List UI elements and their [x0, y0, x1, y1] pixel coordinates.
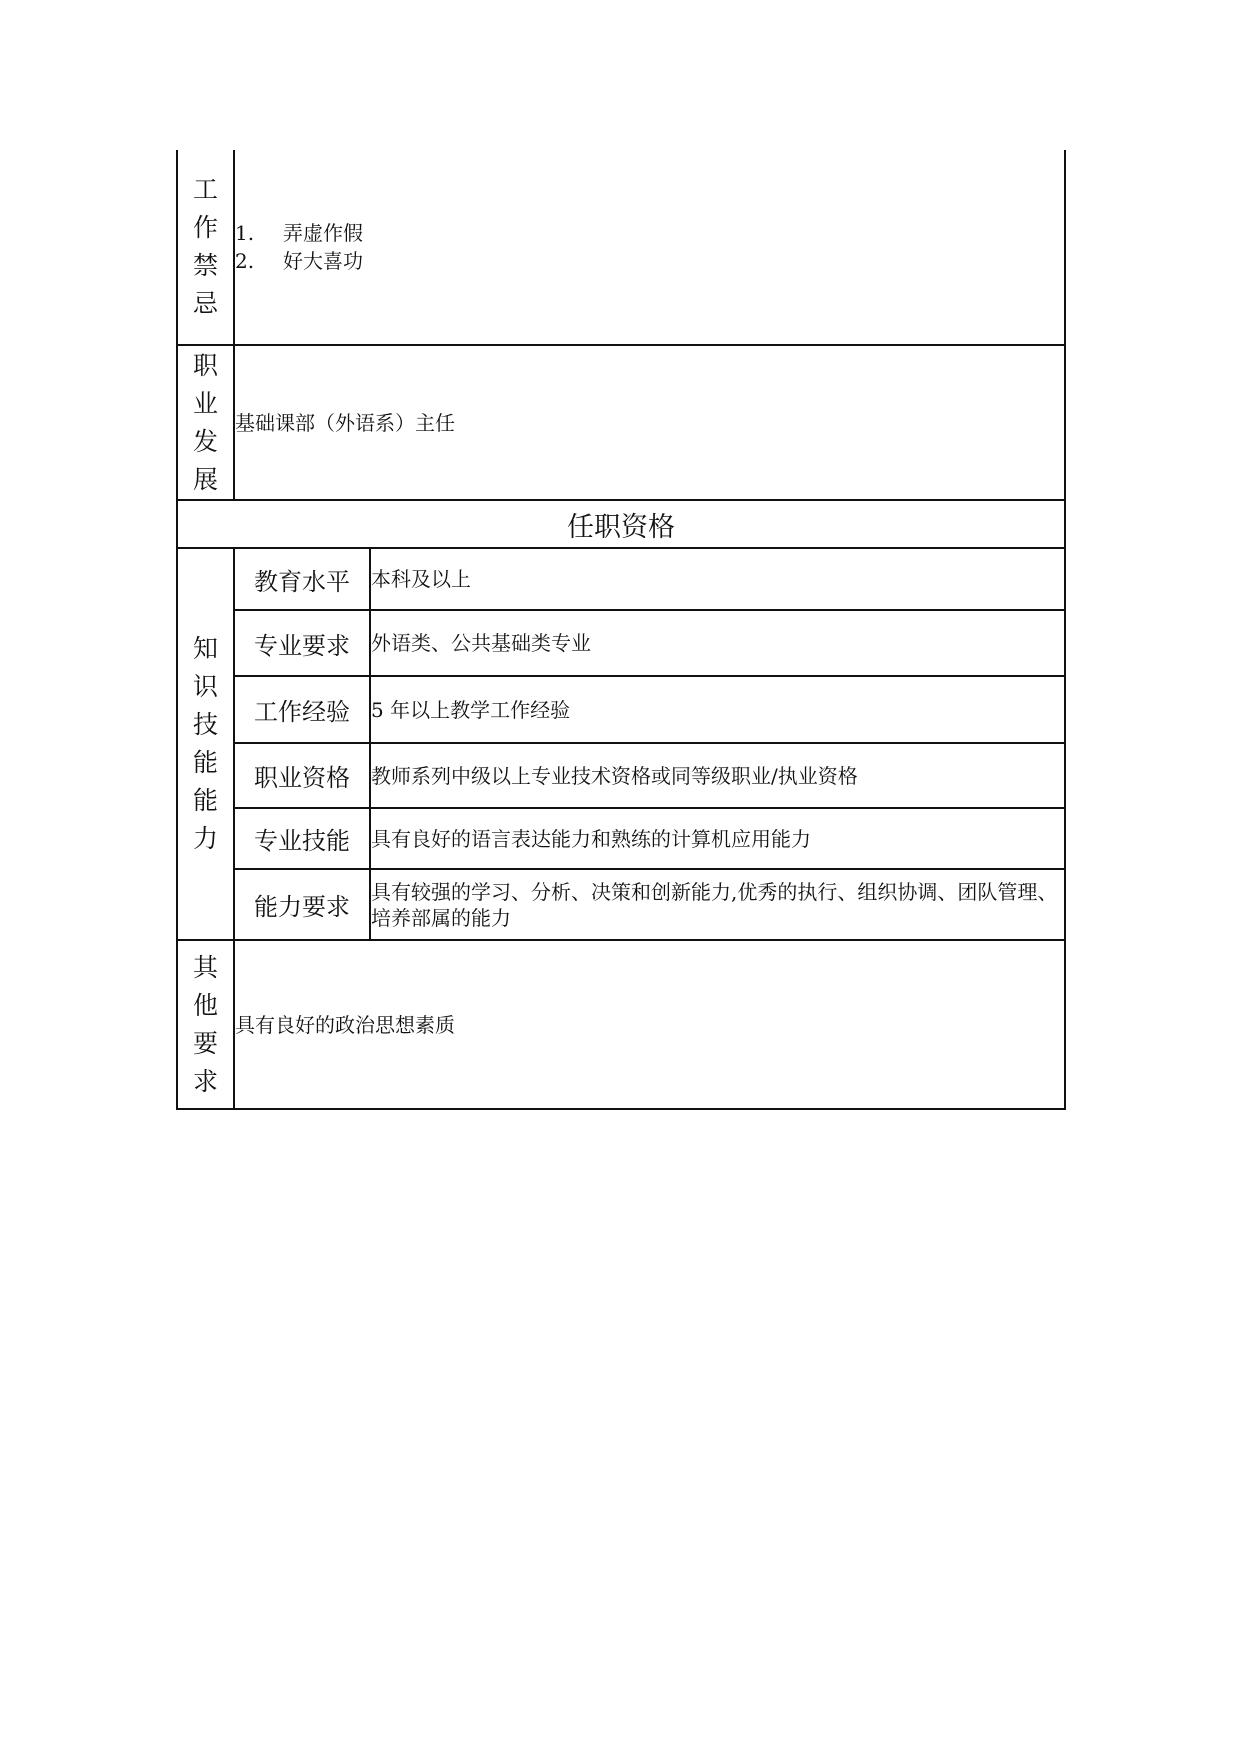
career-development-label — [177, 345, 234, 500]
professional-qualification-value: 教师系列中级以上专业技术资格或同等级职业/执业资格 — [370, 743, 1065, 808]
list-item — [235, 247, 1064, 275]
label-char: 识 — [192, 672, 218, 701]
label-char: 力 — [192, 824, 218, 853]
ability-requirement-label: 能力要求 — [234, 869, 370, 940]
label-char: 作 — [192, 213, 218, 242]
label-char: 能 — [192, 748, 218, 777]
label-char: 职 — [192, 350, 218, 380]
label-char: 工 — [192, 175, 218, 204]
qualification-row — [177, 610, 1065, 676]
work-taboos-content — [234, 150, 1065, 345]
other-requirements-content: 具有良好的政治思想素质 — [234, 940, 1065, 1109]
qualification-row — [177, 743, 1065, 808]
professional-skills-label: 专业技能 — [234, 808, 370, 869]
qualifications-header: 任职资格 — [177, 500, 1065, 548]
label-char: 业 — [192, 388, 218, 418]
professional-qualification-label: 职业资格 — [234, 743, 370, 808]
qualification-row — [177, 808, 1065, 869]
label-char: 展 — [192, 464, 218, 494]
career-development-row — [177, 345, 1065, 500]
label-char: 要 — [192, 1028, 218, 1058]
major-requirement-value: 外语类、公共基础类专业 — [370, 610, 1065, 676]
knowledge-skills-label — [177, 548, 234, 940]
label-char: 其 — [192, 952, 218, 982]
list-text: 好大喜功 — [283, 249, 363, 273]
label-char: 禁 — [192, 251, 218, 280]
list-text: 弄虚作假 — [283, 221, 363, 245]
education-level-value: 本科及以上 — [370, 548, 1065, 610]
professional-skills-value: 具有良好的语言表达能力和熟练的计算机应用能力 — [370, 808, 1065, 869]
label-char: 求 — [192, 1066, 218, 1096]
label-char: 忌 — [192, 289, 218, 318]
list-number: 1. — [235, 221, 255, 245]
work-experience-value: 5 年以上教学工作经验 — [370, 676, 1065, 743]
other-requirements-row — [177, 940, 1065, 1109]
ability-requirement-value: 具有较强的学习、分析、决策和创新能力,优秀的执行、组织协调、团队管理、培养部属的能力 — [370, 869, 1065, 940]
list-number: 2. — [235, 249, 255, 273]
qualification-row — [177, 869, 1065, 940]
label-char: 他 — [192, 990, 218, 1020]
work-taboos-label — [177, 150, 234, 345]
work-taboos-row — [177, 150, 1065, 345]
label-char: 技 — [192, 710, 218, 739]
major-requirement-label: 专业要求 — [234, 610, 370, 676]
label-char: 发 — [192, 426, 218, 456]
qualifications-header-row — [177, 500, 1065, 548]
list-item — [235, 219, 1064, 247]
work-experience-label: 工作经验 — [234, 676, 370, 743]
label-char: 能 — [192, 786, 218, 815]
qualification-row — [177, 548, 1065, 610]
job-description-table — [176, 150, 1066, 1110]
label-char: 知 — [192, 634, 218, 663]
qualification-row — [177, 676, 1065, 743]
career-development-content: 基础课部（外语系）主任 — [234, 345, 1065, 500]
other-requirements-label — [177, 940, 234, 1109]
education-level-label: 教育水平 — [234, 548, 370, 610]
